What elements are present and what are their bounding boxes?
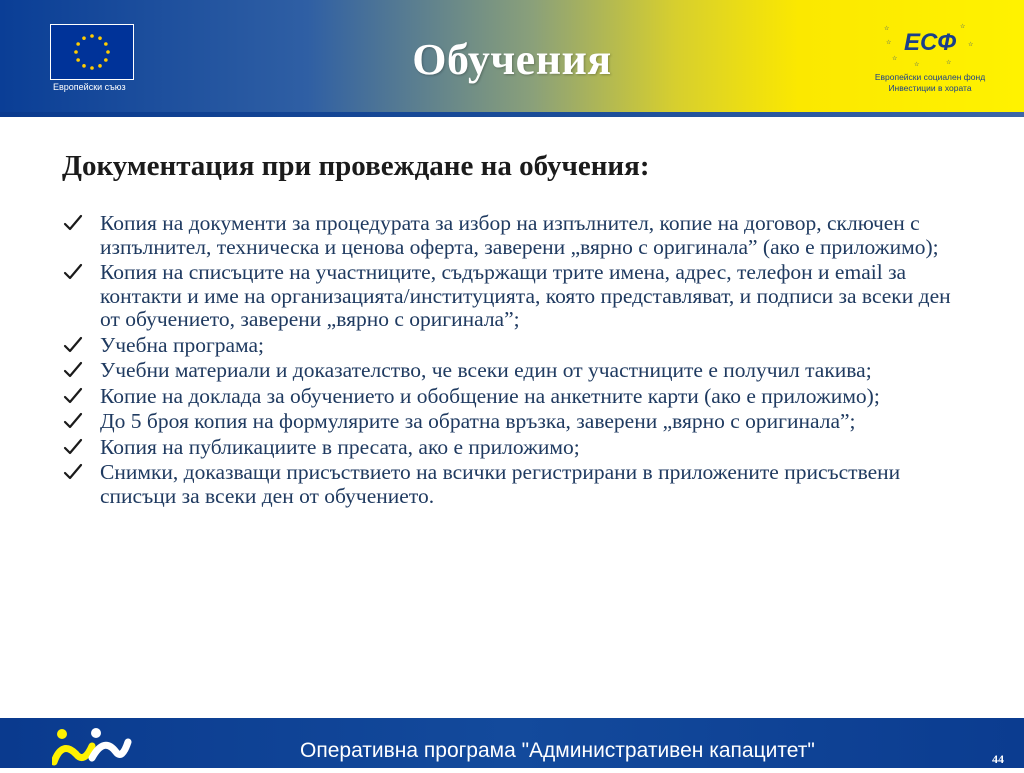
page-number: 44 — [992, 752, 1004, 766]
eu-caption: Европейски съюз — [53, 82, 126, 92]
checkmark-icon — [62, 212, 84, 234]
list-item-text: До 5 броя копия на формулярите за обратна връзка, заверени „вярно с оригинала”; — [100, 409, 856, 433]
slide-title: Обучения — [412, 35, 612, 84]
section-heading: Документация при провеждане на обучения: — [62, 150, 650, 182]
list-item — [60, 359, 970, 383]
program-logo-icon — [52, 724, 132, 768]
document-checklist — [60, 212, 970, 510]
esf-logo-text: ЕСФ — [904, 29, 957, 56]
list-item-text: Копия на списъците на участниците, съдържащи трите имена, адрес, телефон и email за контакти и име на организацията/институцията, която представляват, и подписи за всеки ден от обучението, заверени „вярно с оригинала”; — [100, 260, 951, 331]
svg-text:☆: ☆ — [886, 40, 892, 46]
svg-text:☆: ☆ — [892, 56, 898, 62]
list-item — [60, 261, 970, 332]
checkmark-icon — [62, 359, 84, 381]
list-item — [60, 436, 970, 460]
svg-text:☆: ☆ — [914, 62, 920, 68]
svg-text:☆: ☆ — [884, 26, 890, 32]
svg-text:☆: ☆ — [960, 24, 966, 30]
list-item-text: Снимки, доказващи присъствието на всички регистрирани в приложените присъствени списъци за всеки ден от обучението. — [100, 460, 901, 508]
list-item — [60, 410, 970, 434]
checkmark-icon — [62, 334, 84, 356]
checkmark-icon — [62, 410, 84, 432]
list-item-text: Копия на документи за процедурата за избор на изпълнител, копие на договор, сключен с изпълнител, техническа и ценова оферта, заверени „вярно с оригинала” (ако е приложимо); — [100, 211, 939, 259]
list-item-text: Копие на доклада за обучението и обобщение на анкетните карти (ако е приложимо); — [100, 383, 880, 408]
checkmark-icon — [62, 261, 84, 283]
list-item — [60, 461, 970, 508]
svg-text:☆: ☆ — [946, 60, 952, 66]
esf-caption-line-2: Инвестиции в хората — [888, 83, 972, 93]
list-item — [60, 212, 970, 259]
footer-program-text: Оперативна програма "Административен капацитет" — [300, 739, 815, 762]
list-item — [60, 385, 970, 409]
list-item-text: Копия на публикациите в пресата, ако е приложимо; — [100, 434, 580, 459]
checkmark-icon — [62, 461, 84, 483]
list-item-text: Учебна програма; — [100, 332, 265, 357]
list-item — [60, 334, 970, 358]
svg-text:☆: ☆ — [968, 42, 974, 48]
esf-caption-line-1: Европейски социален фонд — [874, 72, 986, 82]
list-item-text: Учебни материали и доказателство, че всеки един от участниците е получил такива; — [100, 358, 872, 382]
esf-caption — [855, 72, 1005, 94]
checkmark-icon — [62, 385, 84, 407]
header-divider — [0, 112, 1024, 117]
checkmark-icon — [62, 436, 84, 458]
